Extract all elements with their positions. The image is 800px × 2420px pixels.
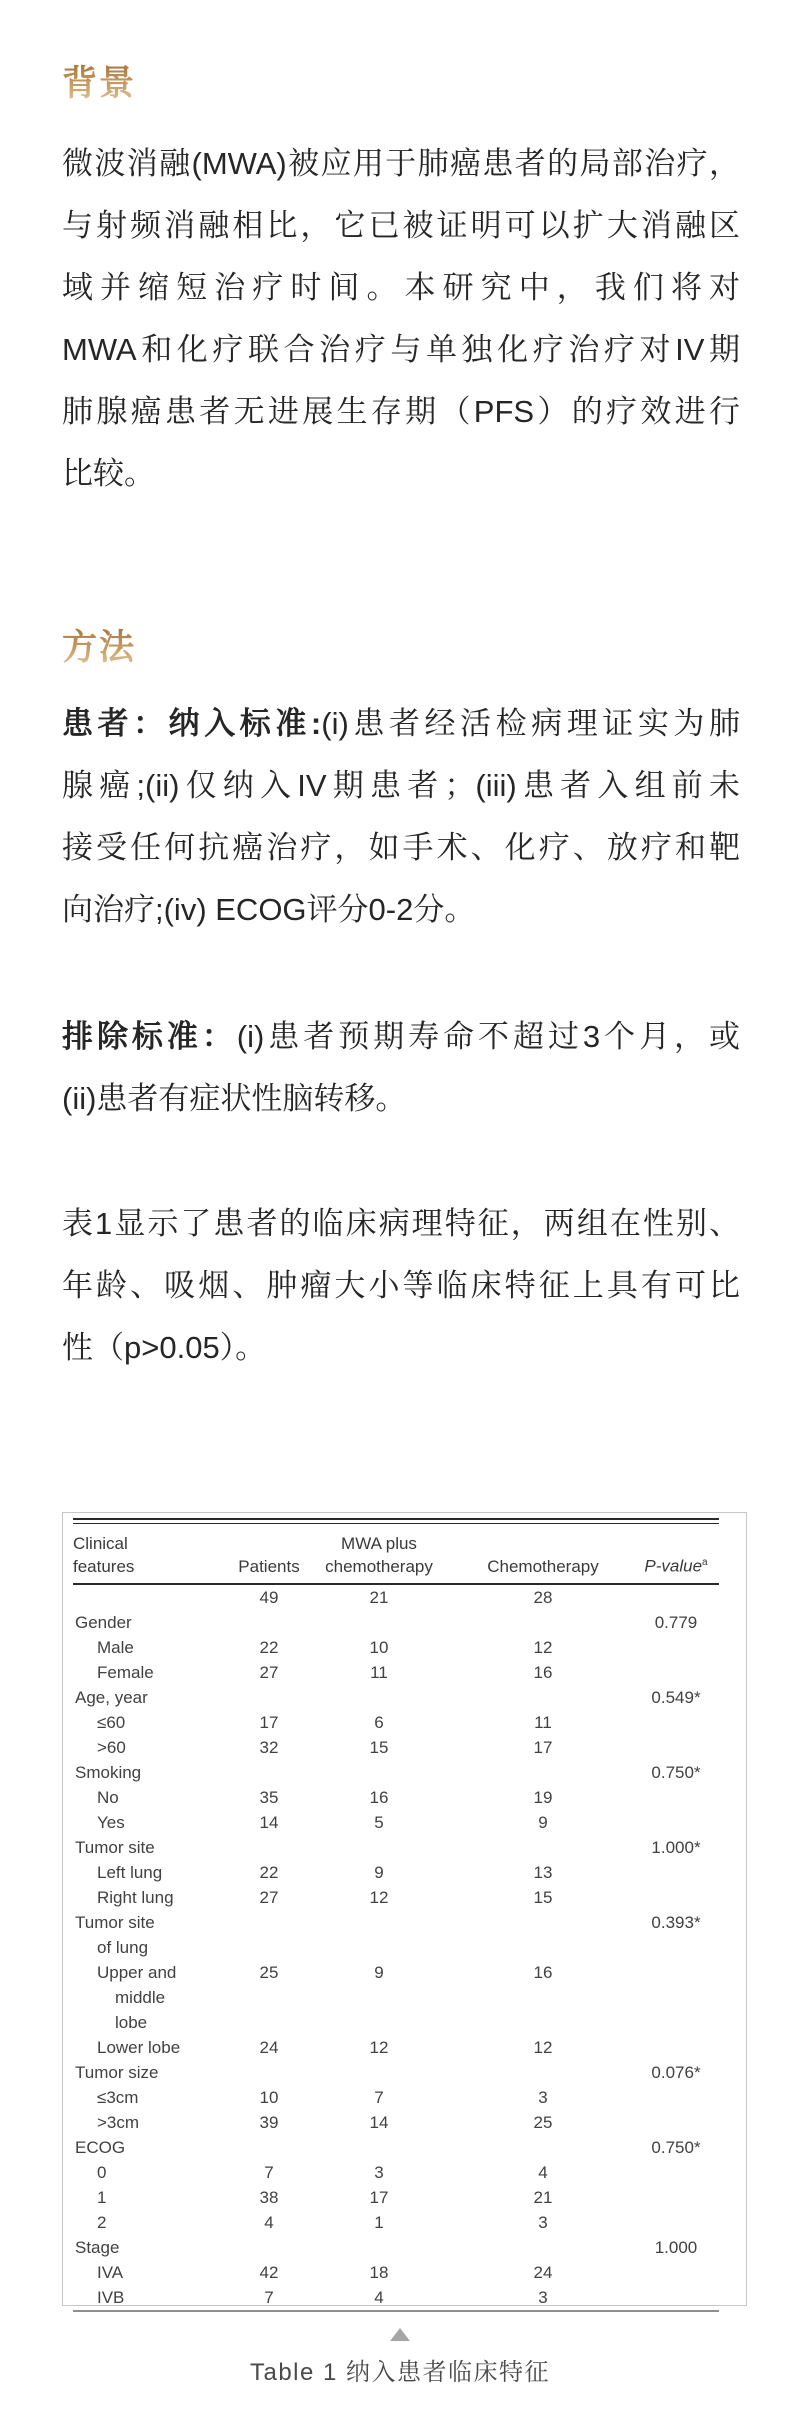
cell-mwa: 6 <box>374 1713 384 1732</box>
cell-label: of lung <box>97 1938 149 1957</box>
cell-mwa: 9 <box>374 1963 384 1982</box>
cell-chemo: 11 <box>534 1713 552 1732</box>
table-row <box>73 1985 719 2010</box>
paragraph-line: 与射频消融相比，它已被证明可以扩大消融区 <box>62 208 740 243</box>
cell-patients <box>233 2010 305 2035</box>
cell-label: >60 <box>97 1738 126 1757</box>
cell-label: Lower lobe <box>97 2038 181 2057</box>
cell-chemo <box>453 1835 633 1860</box>
paragraph-line: 腺癌;(ii)仅纳入IV期患者；(iii)患者入组前未 <box>62 768 740 803</box>
cell-label: 2 <box>97 2213 107 2232</box>
cell-mwa: 11 <box>370 1663 388 1682</box>
inclusion-lead-label: 患者：纳入标准: <box>62 706 322 741</box>
table-row <box>73 2260 719 2285</box>
cell-label: ≤3cm <box>97 2088 139 2107</box>
cell-patients: 7 <box>264 2288 274 2307</box>
cell-chemo: 17 <box>533 1738 553 1757</box>
cell-patients <box>233 1685 305 1710</box>
cell-patients: 49 <box>259 1588 279 1607</box>
cell-patients: 10 <box>259 2088 279 2107</box>
cell-patients: 17 <box>259 1713 279 1732</box>
cell-patients: 24 <box>259 2038 279 2057</box>
cell-patients <box>233 1835 305 1860</box>
exclusion-lead-rest: (i)患者预期寿命不超过3个月，或 <box>236 1019 740 1054</box>
cell-mwa: 10 <box>369 1638 389 1657</box>
cell-chemo: 16 <box>533 1663 553 1682</box>
cell-label: 0 <box>97 2163 107 2182</box>
clinical-features-table <box>62 1512 747 2306</box>
cell-p-value <box>633 2185 719 2210</box>
cell-p-value <box>633 2160 719 2185</box>
table-row <box>73 1885 719 1910</box>
cell-mwa: 16 <box>369 1788 389 1807</box>
cell-chemo <box>453 2235 633 2260</box>
cell-mwa <box>305 1835 453 1860</box>
cell-chemo <box>453 1935 633 1960</box>
paragraph-line: 性（p>0.05）。 <box>62 1330 267 1365</box>
methods-inclusion-paragraph <box>62 693 740 941</box>
paragraph-line: 接受任何抗癌治疗，如手术、化疗、放疗和靶 <box>62 830 740 865</box>
table-inner <box>73 1518 719 2312</box>
cell-chemo: 4 <box>538 2163 548 2182</box>
cell-p-value <box>633 1635 719 1660</box>
table-intro-paragraph <box>62 1193 740 1379</box>
cell-label: Male <box>97 1638 134 1657</box>
cell-mwa: 12 <box>369 1888 389 1907</box>
cell-mwa: 17 <box>369 2188 389 2207</box>
table-row <box>73 2110 719 2135</box>
cell-chemo: 28 <box>533 1588 553 1607</box>
cell-chemo: 9 <box>538 1813 548 1832</box>
exclusion-lead-label: 排除标准： <box>62 1019 237 1054</box>
table-row <box>73 1935 719 1960</box>
cell-patients: 39 <box>259 2113 279 2132</box>
cell-mwa: 5 <box>374 1813 384 1832</box>
cell-p-value <box>633 2035 719 2060</box>
header-patients: Patients <box>238 1557 300 1576</box>
cell-p-value <box>633 2210 719 2235</box>
cell-mwa: 1 <box>374 2213 384 2232</box>
cell-p-value <box>633 1885 719 1910</box>
cell-p-value: 0.549* <box>651 1688 701 1707</box>
header-mwa-plus-chemotherapy: MWA plus chemotherapy <box>325 1534 433 1576</box>
cell-label: 1 <box>97 2188 107 2207</box>
cell-chemo: 12 <box>533 2038 553 2057</box>
cell-chemo: 3 <box>538 2288 548 2307</box>
cell-chemo <box>453 1910 633 1935</box>
cell-chemo <box>453 2135 633 2160</box>
cell-mwa <box>305 1610 453 1635</box>
cell-mwa: 4 <box>374 2288 384 2307</box>
paragraph-line: 肺腺癌患者无进展生存期（PFS）的疗效进行 <box>62 394 740 429</box>
table-rows <box>73 1585 719 2310</box>
cell-patients <box>233 1610 305 1635</box>
table-row <box>73 2210 719 2235</box>
cell-label: Right lung <box>97 1888 174 1907</box>
cell-p-value <box>633 1585 719 1610</box>
cell-label: Tumor size <box>75 2063 159 2082</box>
table-header-row <box>73 1524 719 1585</box>
cell-mwa <box>305 2235 453 2260</box>
cell-patients: 22 <box>259 1863 279 1882</box>
section-heading-background: 背景 <box>62 64 137 103</box>
cell-label: ECOG <box>75 2138 126 2157</box>
table-row <box>73 1710 719 1735</box>
cell-p-value <box>633 2260 719 2285</box>
cell-p-value: 0.779 <box>654 1613 698 1632</box>
cell-chemo: 3 <box>538 2213 548 2232</box>
cell-patients: 25 <box>259 1963 279 1982</box>
cell-mwa: 9 <box>374 1863 384 1882</box>
cell-p-value <box>633 1785 719 1810</box>
cell-mwa <box>305 2060 453 2085</box>
header-chemotherapy: Chemotherapy <box>487 1557 599 1576</box>
cell-p-value <box>633 1985 719 2010</box>
cell-p-value <box>633 2110 719 2135</box>
cell-chemo <box>453 2060 633 2085</box>
cell-p-value <box>633 1660 719 1685</box>
cell-chemo <box>453 2010 633 2035</box>
cell-mwa: 21 <box>369 1588 389 1607</box>
table-row <box>73 2060 719 2085</box>
table-row <box>73 2160 719 2185</box>
cell-chemo <box>453 1685 633 1710</box>
cell-label: Left lung <box>97 1863 163 1882</box>
table-row <box>73 1585 719 1610</box>
cell-patients <box>233 1985 305 2010</box>
cell-label: Tumor site <box>75 1913 155 1932</box>
table-row <box>73 2085 719 2110</box>
cell-patients: 35 <box>259 1788 279 1807</box>
cell-label: Upper and <box>97 1963 177 1982</box>
cell-p-value: 1.000 <box>654 2238 698 2257</box>
cell-chemo: 13 <box>533 1863 553 1882</box>
cell-chemo: 24 <box>533 2263 553 2282</box>
cell-patients: 32 <box>259 1738 279 1757</box>
cell-p-value: 0.076* <box>651 2063 701 2082</box>
cell-mwa <box>305 1685 453 1710</box>
paragraph-line: MWA和化疗联合治疗与单独化疗治疗对IV期 <box>62 332 740 367</box>
paragraph-line: 年龄、吸烟、肿瘤大小等临床特征上具有可比 <box>62 1268 740 1303</box>
table-row <box>73 1760 719 1785</box>
cell-patients: 7 <box>264 2163 274 2182</box>
cell-chemo: 19 <box>533 1788 553 1807</box>
cell-label: No <box>97 1788 119 1807</box>
cell-patients: 22 <box>259 1638 279 1657</box>
table-row <box>73 1810 719 1835</box>
background-paragraph <box>62 133 740 505</box>
table-row <box>73 2285 719 2310</box>
section-heading-methods: 方法 <box>62 628 137 667</box>
cell-mwa <box>305 2135 453 2160</box>
cell-label: Age, year <box>75 1688 148 1707</box>
cell-label <box>73 1585 233 1610</box>
cell-p-value: 0.750* <box>651 2138 701 2157</box>
cell-chemo <box>453 1985 633 2010</box>
cell-p-value <box>633 1735 719 1760</box>
header-p-value: P-value$^a$ <box>644 1557 708 1576</box>
table-row <box>73 2010 719 2035</box>
table-row <box>73 1910 719 1935</box>
cell-mwa <box>305 1910 453 1935</box>
table-row <box>73 1685 719 1710</box>
cell-chemo: 16 <box>533 1963 553 1982</box>
cell-label: IVB <box>97 2288 125 2307</box>
table-row <box>73 1735 719 1760</box>
cell-p-value <box>633 1810 719 1835</box>
cell-patients: 14 <box>259 1813 279 1832</box>
cell-mwa: 12 <box>369 2038 389 2057</box>
table-row <box>73 1635 719 1660</box>
cell-label: >3cm <box>97 2113 140 2132</box>
paragraph-line: 向治疗;(iv) ECOG评分0-2分。 <box>62 892 476 927</box>
cell-p-value: 0.393* <box>651 1913 701 1932</box>
cell-patients <box>233 2060 305 2085</box>
cell-mwa <box>305 2010 453 2035</box>
cell-patients: 4 <box>264 2213 274 2232</box>
cell-p-value <box>633 1935 719 1960</box>
cell-label: middle <box>115 1988 166 2007</box>
cell-chemo: 12 <box>533 1638 553 1657</box>
cell-label: Smoking <box>75 1763 142 1782</box>
table-row <box>73 1785 719 1810</box>
cell-patients <box>233 2135 305 2160</box>
cell-label: Female <box>97 1663 154 1682</box>
cell-mwa <box>305 1985 453 2010</box>
cell-p-value <box>633 2085 719 2110</box>
cell-mwa: 3 <box>374 2163 384 2182</box>
cell-chemo <box>453 1610 633 1635</box>
cell-mwa <box>305 1760 453 1785</box>
cell-p-value <box>633 1710 719 1735</box>
cell-patients: 42 <box>259 2263 279 2282</box>
cell-patients: 38 <box>259 2188 279 2207</box>
cell-label: lobe <box>115 2013 148 2032</box>
paragraph-line <box>62 1006 740 1068</box>
cell-p-value <box>633 2285 719 2310</box>
paragraph-line <box>62 693 740 755</box>
table-row <box>73 2035 719 2060</box>
cell-p-value <box>633 1960 719 1985</box>
cell-label: Tumor site <box>75 1838 155 1857</box>
table-row <box>73 1610 719 1635</box>
cell-mwa: 15 <box>369 1738 389 1757</box>
table-caption: Table 1 纳入患者临床特征 <box>249 2359 551 2386</box>
cell-label: IVA <box>97 2263 124 2282</box>
table-row <box>73 2185 719 2210</box>
inclusion-lead-rest: (i)患者经活检病理证实为肺 <box>321 706 740 741</box>
cell-chemo: 25 <box>533 2113 553 2132</box>
table-row <box>73 1960 719 1985</box>
cell-patients <box>233 2235 305 2260</box>
cell-mwa: 7 <box>374 2088 384 2107</box>
cell-label: Yes <box>97 1813 125 1832</box>
cell-p-value: 0.750* <box>651 1763 701 1782</box>
cell-chemo: 15 <box>533 1888 553 1907</box>
cell-chemo <box>453 1760 633 1785</box>
triangle-up-icon <box>390 2328 410 2341</box>
cell-patients <box>233 1910 305 1935</box>
cell-chemo: 3 <box>538 2088 548 2107</box>
cell-patients <box>233 1935 305 1960</box>
cell-p-value <box>633 1860 719 1885</box>
table-row <box>73 1835 719 1860</box>
cell-label: ≤60 <box>97 1713 126 1732</box>
table-row <box>73 2135 719 2160</box>
cell-mwa: 18 <box>369 2263 389 2282</box>
cell-label: Stage <box>75 2238 120 2257</box>
paragraph-line: 微波消融(MWA)被应用于肺癌患者的局部治疗， <box>62 146 740 181</box>
table-row <box>73 2235 719 2260</box>
methods-exclusion-paragraph <box>62 1006 740 1130</box>
table-bottom-rule <box>73 2310 719 2312</box>
paragraph-line: 比较。 <box>62 456 155 491</box>
header-clinical-features: Clinical features <box>73 1534 135 1576</box>
table-row <box>73 1660 719 1685</box>
paragraph-line: 域并缩短治疗时间。本研究中，我们将对 <box>62 270 740 305</box>
cell-patients <box>233 1760 305 1785</box>
cell-mwa <box>305 1935 453 1960</box>
cell-patients: 27 <box>259 1663 279 1682</box>
table-row <box>73 1860 719 1885</box>
cell-chemo: 21 <box>533 2188 553 2207</box>
paragraph-line: (ii)患者有症状性脑转移。 <box>62 1081 407 1116</box>
cell-patients: 27 <box>259 1888 279 1907</box>
cell-p-value: 1.000* <box>651 1838 701 1857</box>
paragraph-line: 表1显示了患者的临床病理特征，两组在性别、 <box>62 1206 740 1241</box>
cell-mwa: 14 <box>369 2113 389 2132</box>
cell-label: Gender <box>75 1613 132 1632</box>
cell-p-value <box>633 2010 719 2035</box>
